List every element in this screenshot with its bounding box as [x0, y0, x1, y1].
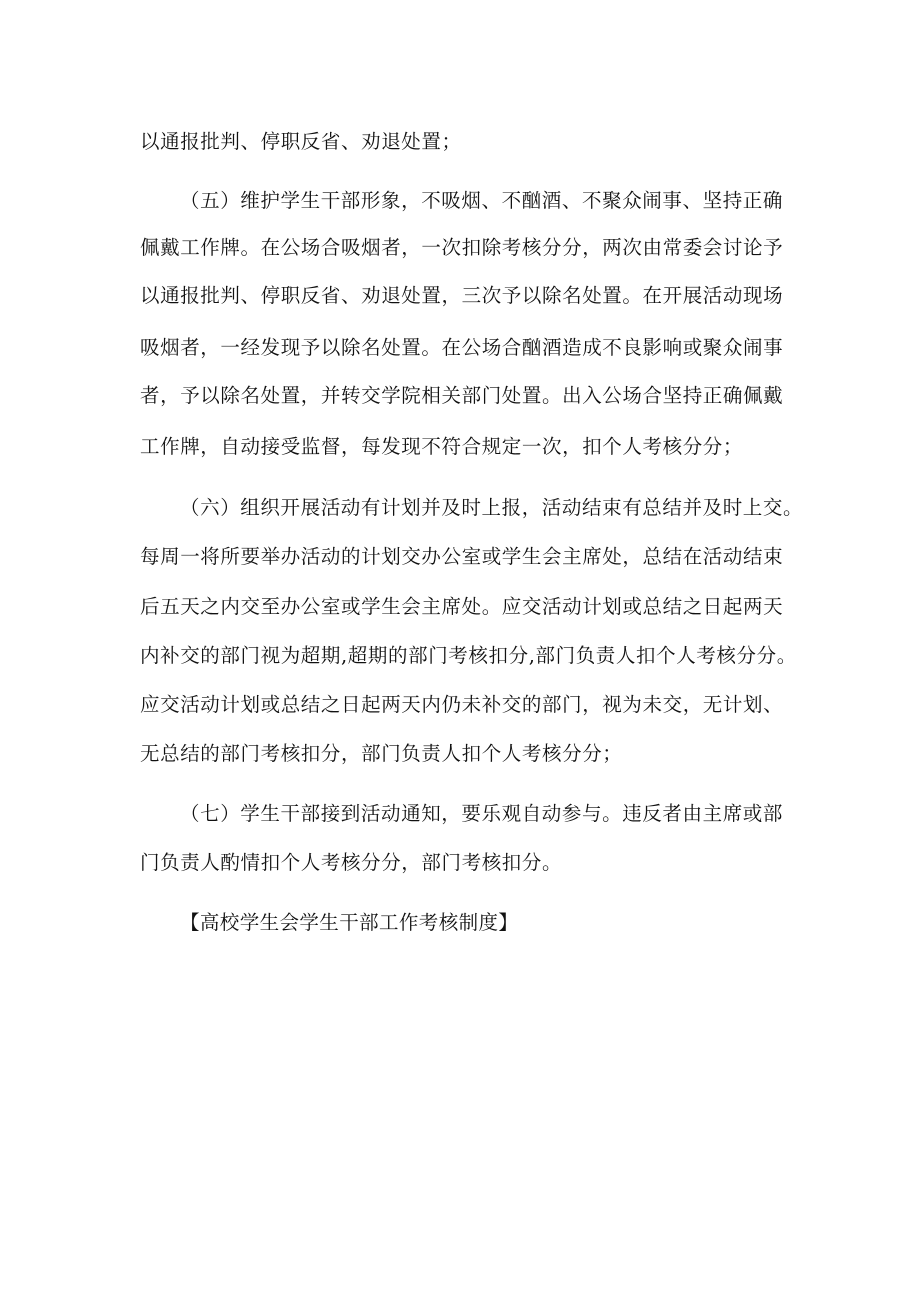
paragraph-6-line-6: 无总结的部门考核扣分，部门负责人扣个人考核分分； [140, 742, 623, 765]
paragraph-5-line-6: 工作牌，自动接受监督，每发现不符合规定一次，扣个人考核分分； [140, 435, 744, 458]
paragraph-7-line-1: （七）学生干部接到活动通知，要乐观自动参与。违反者由主席或部 [180, 802, 784, 825]
paragraph-6-line-2: 每周一将所要举办活动的计划交办公室或学生会主席处，总结在活动结束 [140, 545, 784, 568]
paragraph-7-line-2: 门负责人酌情扣个人考核分分，部门考核扣分。 [140, 851, 563, 874]
paragraph-6-line-5: 应交活动计划或总结之日起两天内仍未补交的部门，视为未交，无计划、 [140, 693, 784, 716]
paragraph-5-line-3: 以通报批判、停职反省、劝退处置，三次予以除名处置。在开展活动现场 [140, 284, 784, 307]
paragraph-5-line-4: 吸烟者，一经发现予以除名处置。在公场合酗酒造成不良影响或聚众闹事 [140, 336, 784, 359]
document-title-line: 【高校学生会学生干部工作考核制度】 [180, 911, 519, 934]
paragraph-6-line-4: 内补交的部门视为超期,超期的部门考核扣分,部门负责人扣个人考核分分。 [140, 644, 797, 667]
paragraph-line-1: 以通报批判、停职反省、劝退处置； [140, 130, 462, 153]
paragraph-5-line-2: 佩戴工作牌。在公场合吸烟者，一次扣除考核分分，两次由常委会讨论予 [140, 236, 784, 259]
paragraph-5-line-5: 者，予以除名处置，并转交学院相关部门处置。出入公场合坚持正确佩戴 [140, 384, 784, 407]
paragraph-6-line-1: （六）组织开展活动有计划并及时上报，活动结束有总结并及时上交。 [180, 496, 804, 519]
paragraph-5-line-1: （五）维护学生干部形象，不吸烟、不酗酒、不聚众闹事、坚持正确 [180, 189, 784, 212]
paragraph-6-line-3: 后五天之内交至办公室或学生会主席处。应交活动计划或总结之日起两天 [140, 595, 784, 618]
